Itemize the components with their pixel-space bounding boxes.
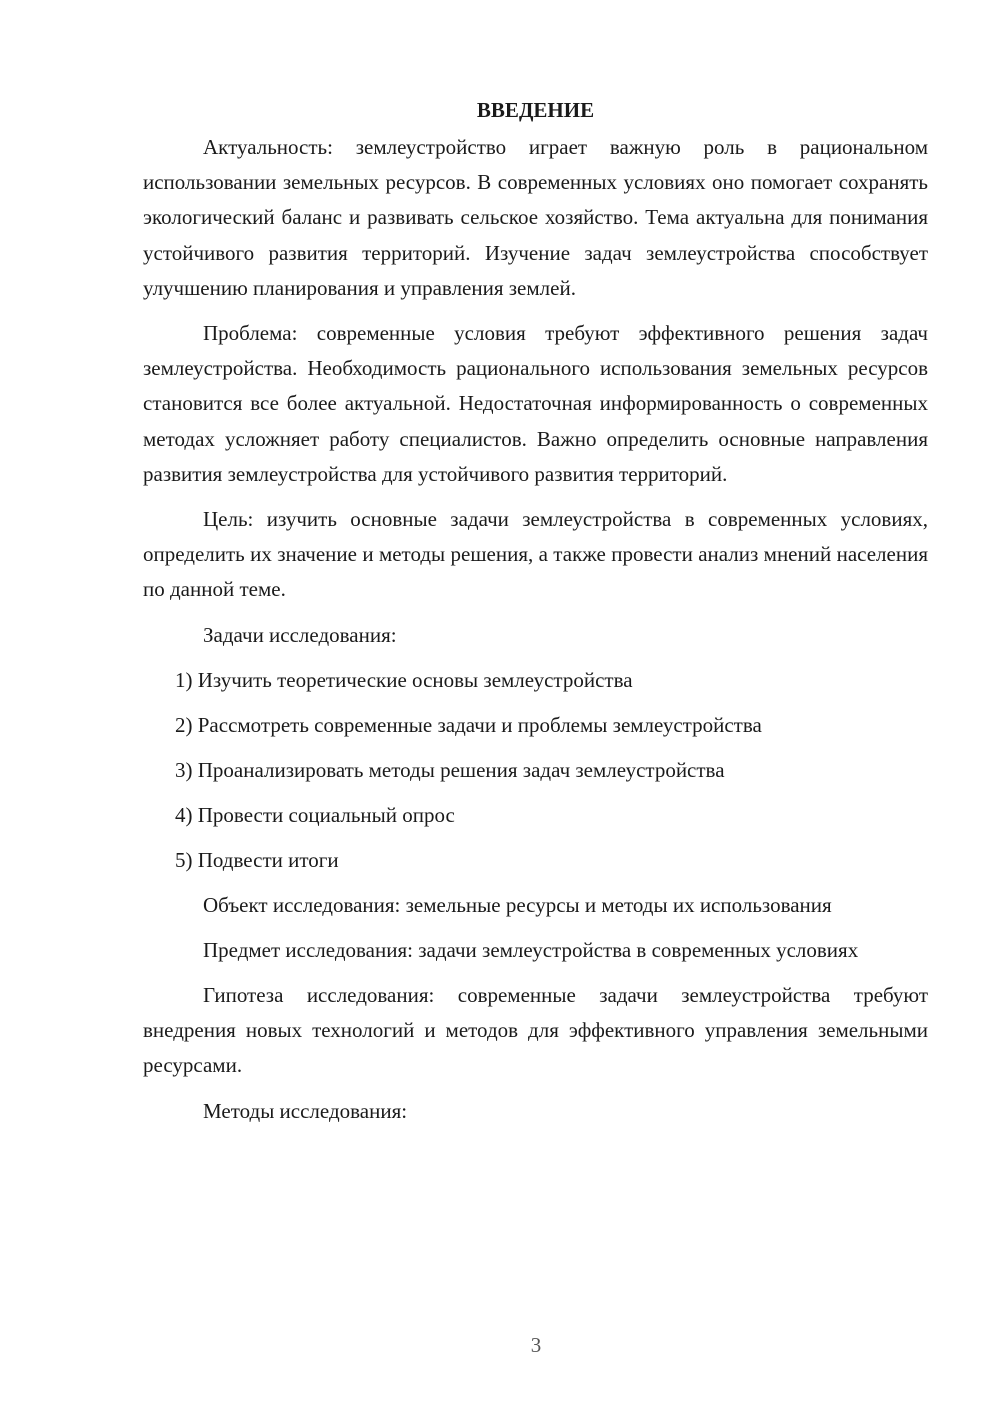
object-paragraph: Объект исследования: земельные ресурсы и методы их использования — [203, 892, 832, 917]
relevance-paragraph: Актуальность: землеустройство играет важную роль в рациональном использовании земельных ресурсов. В современных условиях оно помогает сохранять экологический баланс и развивать сельское хозяйство. Тема актуальна для понимания устойчивого развития территорий. Изучение задач землеустройства способствует улучшению планирования и управления землей. — [143, 135, 928, 300]
list-item: 2) Рассмотреть современные задачи и проблемы землеустройства — [175, 712, 762, 737]
goal-paragraph: Цель: изучить основные задачи землеустройства в современных условиях, определить их значение и методы решения, а также провести анализ мнений населения по данной теме. — [143, 507, 928, 602]
list-item: 1) Изучить теоретические основы землеустройства — [175, 667, 633, 692]
subject-paragraph: Предмет исследования: задачи землеустройства в современных условиях — [203, 937, 859, 962]
document-page — [143, 93, 928, 1139]
hypothesis-paragraph: Гипотеза исследования: современные задачи землеустройства требуют внедрения новых технологий и методов для эффективного управления земельными ресурсами. — [143, 983, 928, 1078]
problem-paragraph: Проблема: современные условия требуют эффективного решения задач землеустройства. Необходимость рационального использования земельных ресурсов становится все более актуальной. Недостаточная информированность о современных методах усложняет работу специалистов. Важно определить основные направления развития землеустройства для устойчивого развития территорий. — [143, 321, 928, 486]
list-item: 3) Проанализировать методы решения задач землеустройства — [175, 757, 725, 782]
methods-heading: Методы исследования: — [203, 1098, 408, 1123]
section-title: ВВЕДЕНИЕ — [476, 98, 595, 122]
page-number: 3 — [530, 1333, 542, 1357]
tasks-list — [143, 663, 928, 878]
list-item: 5) Подвести итоги — [175, 847, 339, 872]
list-item: 4) Провести социальный опрос — [175, 802, 455, 827]
tasks-heading: Задачи исследования: — [203, 622, 397, 647]
